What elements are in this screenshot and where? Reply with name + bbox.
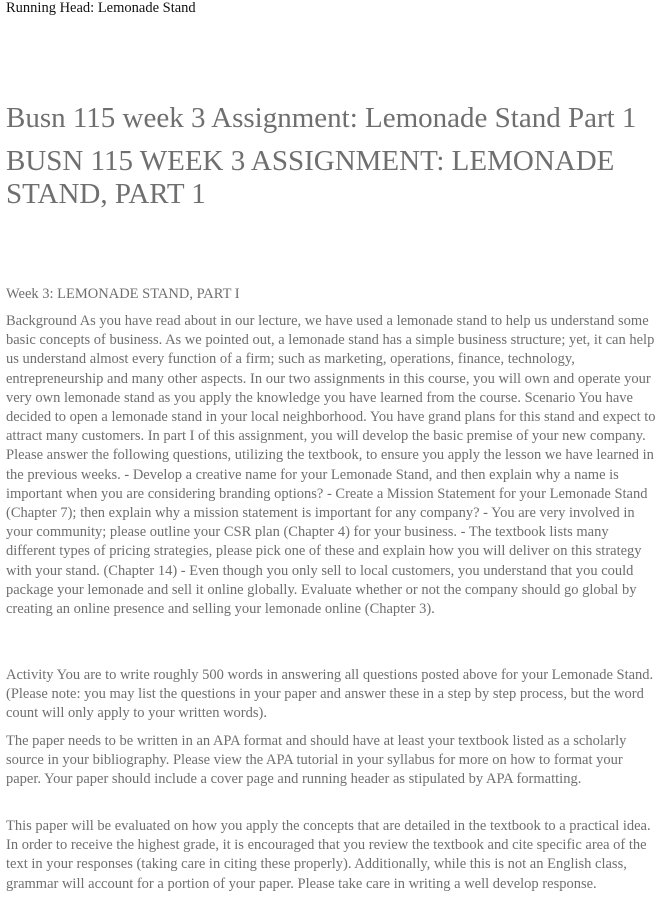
running-head: Running Head: Lemonade Stand — [6, 0, 196, 16]
paragraph-evaluation: This paper will be evaluated on how you apply the concepts that are detailed in the textbook to a practical idea. In order to receive the highest grade, it is encouraged that you review the textbook and cite specific area of the text in your responses (taking care in citing these properly). Additionally, while this is not an English class, grammar will account for a portion of your paper. Please take care in writing a well develop response. — [6, 818, 651, 892]
paragraph-activity: Activity You are to write roughly 500 words in answering all questions posted above for your Lemonade Stand. (Please note: you may list the questions in your paper and answer these in a step by step process, but the word count will only apply to your written words). — [6, 667, 654, 722]
document-subtitle: BUSN 115 WEEK 3 ASSIGNMENT: LEMONADE STAND, PART 1 — [6, 145, 615, 210]
paragraph-background: Background As you have read about in our lecture, we have used a lemonade stand to help us understand some basic concepts of business. As we pointed out, a lemonade stand has a simple business structure; yet, it can help us understand almost every function of a firm; such as marketing, operations, finance, technology, entrepreneurship and many other aspects. In our two assignments in this course, you will own and operate your very own lemonade stand as you apply the knowledge you have learned from the course. Scenario You have decided to open a lemonade stand in your local neighborhood. You have grand plans for this stand and expect to attract many customers. In part I of this assignment, you will develop the basic premise of your new company. Please answer the following questions, utilizing the textbook, to ensure you apply the lesson we have learned in the previous weeks. - Develop a creative name for your Lemonade Stand, and then explain why a name is important when you are considering branding options? - Create a Mission Statement for your Lemonade Stand (Chapter 7); then explain why a mission statement is important for any company? - You are very involved in your community; please outline your CSR plan (Chapter 4) for your business. - The textbook lists many different types of pricing strategies, please pick one of these and explain how you will deliver on this strategy with your stand. (Chapter 14) - Even though you only sell to local customers, you understand that you could package your lemonade and sell it online globally. Evaluate whether or not the company should go global by creating an online presence and selling your lemonade online (Chapter 3). — [6, 313, 656, 618]
paragraph-format: The paper needs to be written in an APA format and should have at least your textbook listed as a scholarly source in your bibliography. Please view the APA tutorial in your syllabus for more on how to format your paper. Your paper should include a cover page and running header as stipulated by APA formatting. — [6, 733, 627, 788]
section-heading: Week 3: LEMONADE STAND, PART I — [6, 286, 240, 302]
document-title: Busn 115 week 3 Assignment: Lemonade Stand Part 1 — [6, 102, 637, 134]
